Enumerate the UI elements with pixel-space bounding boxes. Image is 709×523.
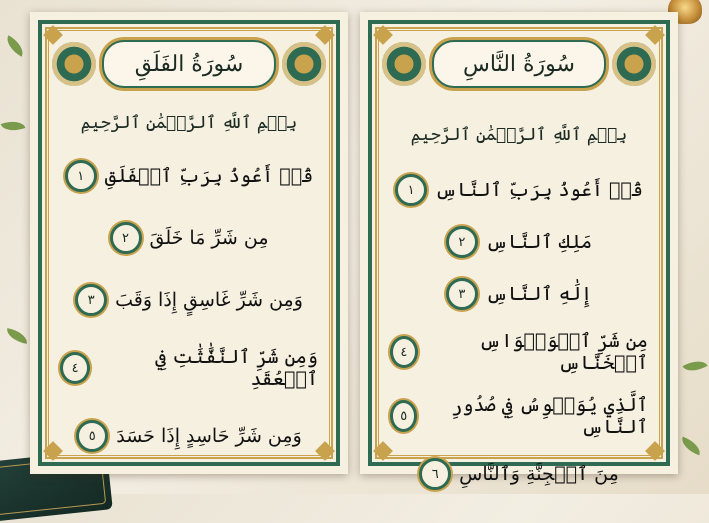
leaf-decoration bbox=[679, 437, 704, 456]
verse-text: مِن شَرِّ مَا خَلَقَ bbox=[149, 227, 269, 249]
medallion-icon bbox=[52, 42, 96, 86]
verse bbox=[60, 160, 318, 192]
title-cartouche bbox=[102, 40, 276, 88]
ayah-number-marker: ٤ bbox=[390, 336, 418, 368]
verse-text: قُلۡ أَعُوذُ بِرَبِّ ٱلۡفَلَقِ bbox=[104, 165, 314, 187]
basmala: بِسۡمِ ٱللَّهِ ٱلرَّحۡمَٰنِ ٱلرَّحِيمِ bbox=[80, 113, 298, 133]
verse bbox=[60, 420, 318, 452]
leaf-decoration bbox=[682, 355, 707, 376]
verse-text: وَمِن شَرِّ غَاسِقٍ إِذَا وَقَبَ bbox=[115, 289, 303, 311]
verse-text: مَلِكِ ٱلنَّاسِ bbox=[485, 231, 593, 253]
verse-list bbox=[390, 174, 648, 490]
ayah-number-marker: ٣ bbox=[446, 278, 478, 310]
medallion-icon bbox=[612, 42, 656, 86]
ayah-number-marker: ٢ bbox=[110, 222, 142, 254]
surah-header bbox=[382, 34, 656, 94]
verse bbox=[390, 226, 648, 258]
page-surah-al-falaq bbox=[30, 12, 348, 474]
verse bbox=[390, 394, 648, 438]
medallion-icon bbox=[382, 42, 426, 86]
verse-text: إِلَٰهِ ٱلنَّاسِ bbox=[485, 283, 593, 305]
verse bbox=[60, 222, 318, 254]
verse bbox=[390, 174, 648, 206]
ayah-number-marker: ٦ bbox=[419, 458, 451, 490]
ayah-number-marker: ٥ bbox=[76, 420, 108, 452]
verse-text: مِنَ ٱلۡجِنَّةِ وَٱلنَّاسِ bbox=[459, 463, 619, 485]
verse bbox=[60, 284, 318, 316]
verse-text: قُلۡ أَعُوذُ بِرَبِّ ٱلنَّاسِ bbox=[435, 179, 643, 201]
leaf-decoration bbox=[1, 117, 26, 136]
basmala: بِسۡمِ ٱللَّهِ ٱلرَّحۡمَٰنِ ٱلرَّحِيمِ bbox=[410, 125, 628, 145]
leaf-decoration bbox=[2, 35, 27, 56]
verse bbox=[60, 346, 318, 390]
title-cartouche bbox=[432, 40, 606, 88]
verse-text: وَمِن شَرِّ حَاسِدٍ إِذَا حَسَدَ bbox=[116, 425, 302, 447]
verse bbox=[390, 278, 648, 310]
verse-text: وَمِن شَرِّ ٱلنَّفَّٰثَٰتِ فِي ٱلۡعُقَدِ bbox=[155, 346, 318, 390]
leaf-decoration bbox=[5, 328, 29, 344]
verse bbox=[390, 458, 648, 490]
ayah-number-marker: ٤ bbox=[60, 352, 90, 384]
verse-list bbox=[60, 160, 318, 452]
page-surah-an-nas bbox=[360, 12, 678, 485]
verse-text: مِن شَرِّ ٱلۡوَسۡوَاسِ ٱلۡخَنَّاسِ bbox=[478, 330, 648, 374]
medallion-icon bbox=[282, 42, 326, 86]
ayah-number-marker: ٢ bbox=[446, 226, 478, 258]
verse-text: ٱلَّذِي يُوَسۡوِسُ فِي صُدُورِ ٱلنَّاسِ bbox=[451, 394, 648, 438]
surah-title: سُورَةُ الفَلَقِ bbox=[134, 51, 244, 77]
ayah-number-marker: ١ bbox=[395, 174, 427, 206]
surah-header bbox=[52, 34, 326, 94]
ayah-number-marker: ٥ bbox=[390, 400, 417, 432]
ayah-number-marker: ٣ bbox=[75, 284, 107, 316]
verse bbox=[390, 330, 648, 374]
ayah-number-marker: ١ bbox=[65, 160, 97, 192]
surah-title: سُورَةُ النَّاسِ bbox=[463, 51, 575, 77]
